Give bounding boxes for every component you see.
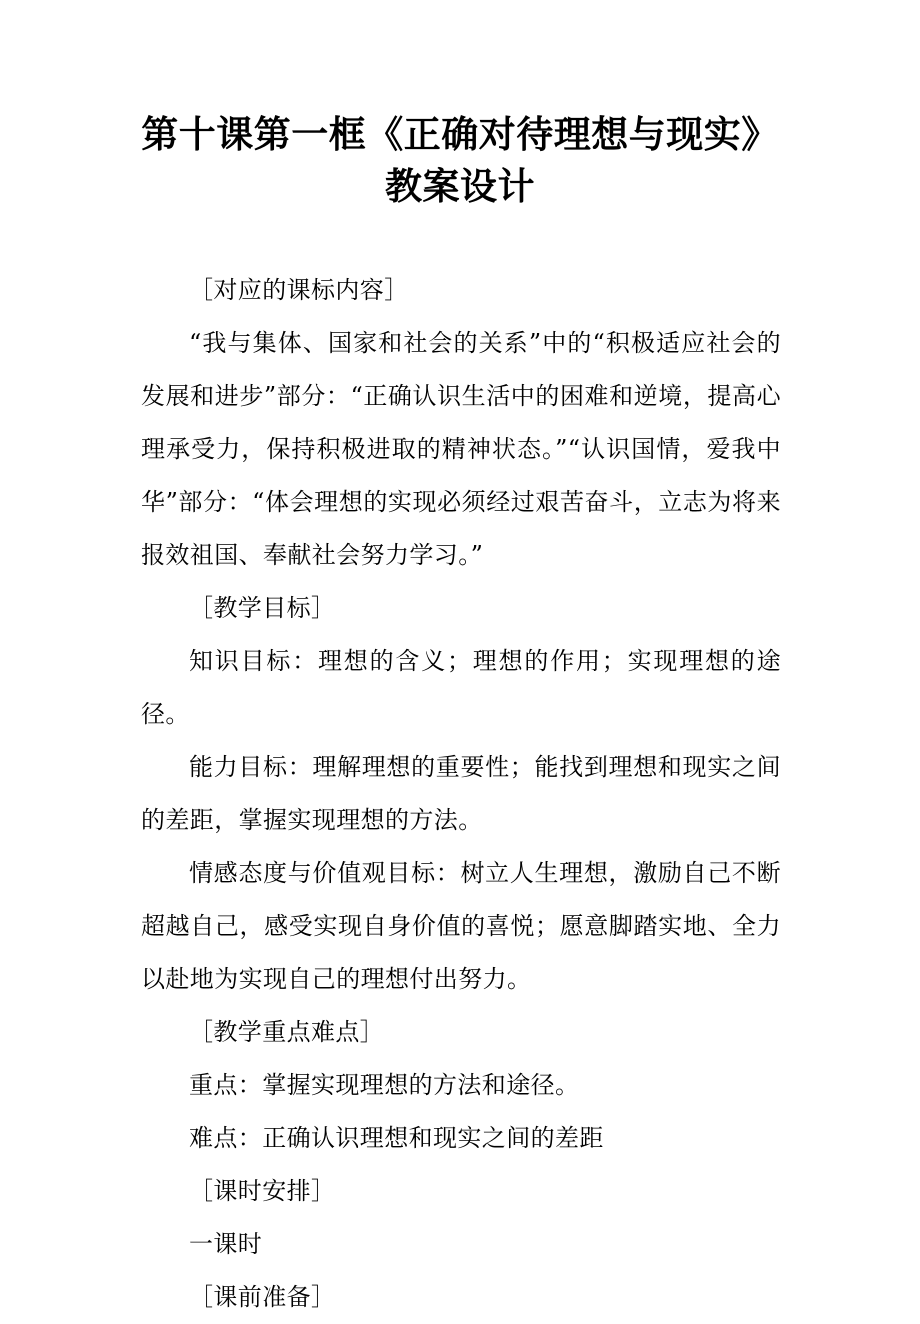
paragraph-class-hours: 一课时: [189, 1230, 263, 1258]
document-body: [141, 264, 781, 1324]
paragraph-knowledge-objective: 知识目标：理想的含义；理想的作用；实现理想的途径。: [141, 647, 781, 728]
section-heading-class-hours: ［课时安排］: [189, 1177, 336, 1205]
paragraph-curriculum-content: “我与集体、国家和社会的关系”中的“积极适应社会的发展和进步”部分：“正确认识生活中的困难和逆境，提高心理承受力，保持积极进取的精神状态。”“认识国情，爱我中华”部分：“体会理想的实现必须经过艰苦奋斗，立志为将来报效祖国、奉献社会努力学习。”: [141, 329, 781, 569]
paragraph-difficult-point: 难点：正确认识理想和现实之间的差距: [189, 1124, 604, 1152]
section-heading-key-points: ［教学重点难点］: [189, 1018, 385, 1046]
paragraph-key-point: 重点：掌握实现理想的方法和途径。: [189, 1071, 580, 1099]
section-heading-curriculum: ［对应的课标内容］: [189, 276, 409, 304]
document-title-line-2: 教案设计: [385, 165, 535, 208]
paragraph-attitude-objective: 情感态度与价值观目标：树立人生理想，激励自己不断超越自己，感受实现自身价值的喜悦；愿意脚踏实地、全力以赴地为实现自己的理想付出努力。: [141, 859, 781, 993]
paragraph-ability-objective: 能力目标：理解理想的重要性；能找到理想和现实之间的差距，掌握实现理想的方法。: [141, 753, 781, 834]
section-heading-preparation: ［课前准备］: [189, 1283, 336, 1311]
section-heading-objectives: ［教学目标］: [189, 594, 336, 622]
document-title-line-1: 第十课第一框《正确对待理想与现实》: [141, 113, 779, 156]
